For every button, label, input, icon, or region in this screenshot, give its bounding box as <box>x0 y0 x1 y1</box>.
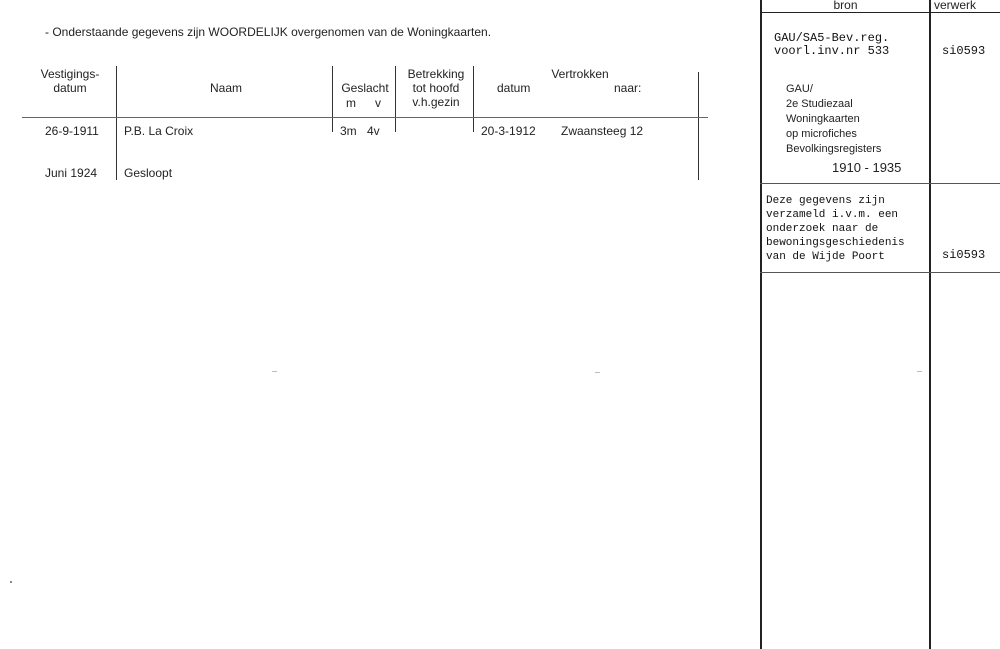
verwerk-header: verwerk <box>934 0 977 12</box>
row2-naam: Gesloopt <box>124 166 173 180</box>
note-line-2: verzameld i.v.m. een <box>766 209 899 221</box>
source-bevolkings: Bevolkingsregisters <box>786 143 882 155</box>
scan-speck <box>10 581 12 583</box>
source-years: 1910 - 1935 <box>832 160 902 175</box>
column-divider-geslacht <box>395 66 396 132</box>
right-panel-section-rule <box>760 183 1000 184</box>
source-gau: GAU/ <box>786 83 813 95</box>
note-line-1: Deze gegevens zijn <box>766 195 885 207</box>
right-panel-left-border <box>760 0 762 649</box>
row1-geslacht-m: 3m <box>340 124 357 138</box>
note-line-3: onderzoek naar de <box>766 223 879 235</box>
note-line-4: bewoningsgeschiedenis <box>766 237 905 249</box>
header-vestigings: Vestigings- <box>40 67 100 81</box>
header-betrekking-2: tot hoofd <box>412 81 460 95</box>
header-geslacht-m: m <box>346 96 356 110</box>
right-panel-section-rule-2 <box>760 272 1000 273</box>
header-betrekking-1: Betrekking <box>407 67 465 81</box>
source-woningkaarten: Woningkaarten <box>786 113 860 125</box>
scan-speck <box>917 371 922 372</box>
research-note <box>766 194 905 264</box>
note-line-5: van de Wijde Poort <box>766 251 885 263</box>
bron-header: bron <box>833 0 858 12</box>
ref-line-2: voorl.inv.nr 533 <box>774 44 890 58</box>
header-geslacht: Geslacht <box>341 81 389 95</box>
header-naam: Naam <box>209 81 242 95</box>
column-divider-datum <box>116 66 117 180</box>
source-description <box>786 82 881 157</box>
row1-geslacht-v: 4v <box>367 124 380 138</box>
scan-speck <box>272 371 277 372</box>
column-divider-end <box>698 72 699 180</box>
row1-datum: 26-9-1911 <box>45 124 99 138</box>
row1-vertrokken-naar: Zwaansteeg 12 <box>561 124 644 138</box>
intro-text: - Onderstaande gegevens zijn WOORDELIJK overgenomen van de Woningkaarten. <box>45 25 492 39</box>
right-panel-header-rule <box>760 12 1000 13</box>
header-rule <box>22 117 708 118</box>
header-geslacht-v: v <box>375 96 381 110</box>
ref-line-1: GAU/SA5-Bev.reg. <box>774 31 890 45</box>
row2-datum: Juni 1924 <box>45 166 98 180</box>
header-betrekking-3: v.h.gezin <box>412 95 460 109</box>
header-vestigings-datum: datum <box>53 81 87 95</box>
ref-code: si0593 <box>942 44 986 58</box>
source-studiezaal: 2e Studiezaal <box>786 98 853 110</box>
header-vertrokken-naar: naar: <box>614 81 642 95</box>
scan-speck <box>595 372 600 373</box>
column-divider-naam <box>332 66 333 132</box>
right-panel-divider <box>929 0 931 649</box>
row1-naam: P.B. La Croix <box>124 124 194 138</box>
note-code: si0593 <box>942 248 986 262</box>
row1-vertrokken-datum: 20-3-1912 <box>481 124 536 138</box>
source-microfiches: op microfiches <box>786 128 857 140</box>
header-vertrokken: Vertrokken <box>551 67 609 81</box>
header-vertrokken-datum: datum <box>497 81 531 95</box>
